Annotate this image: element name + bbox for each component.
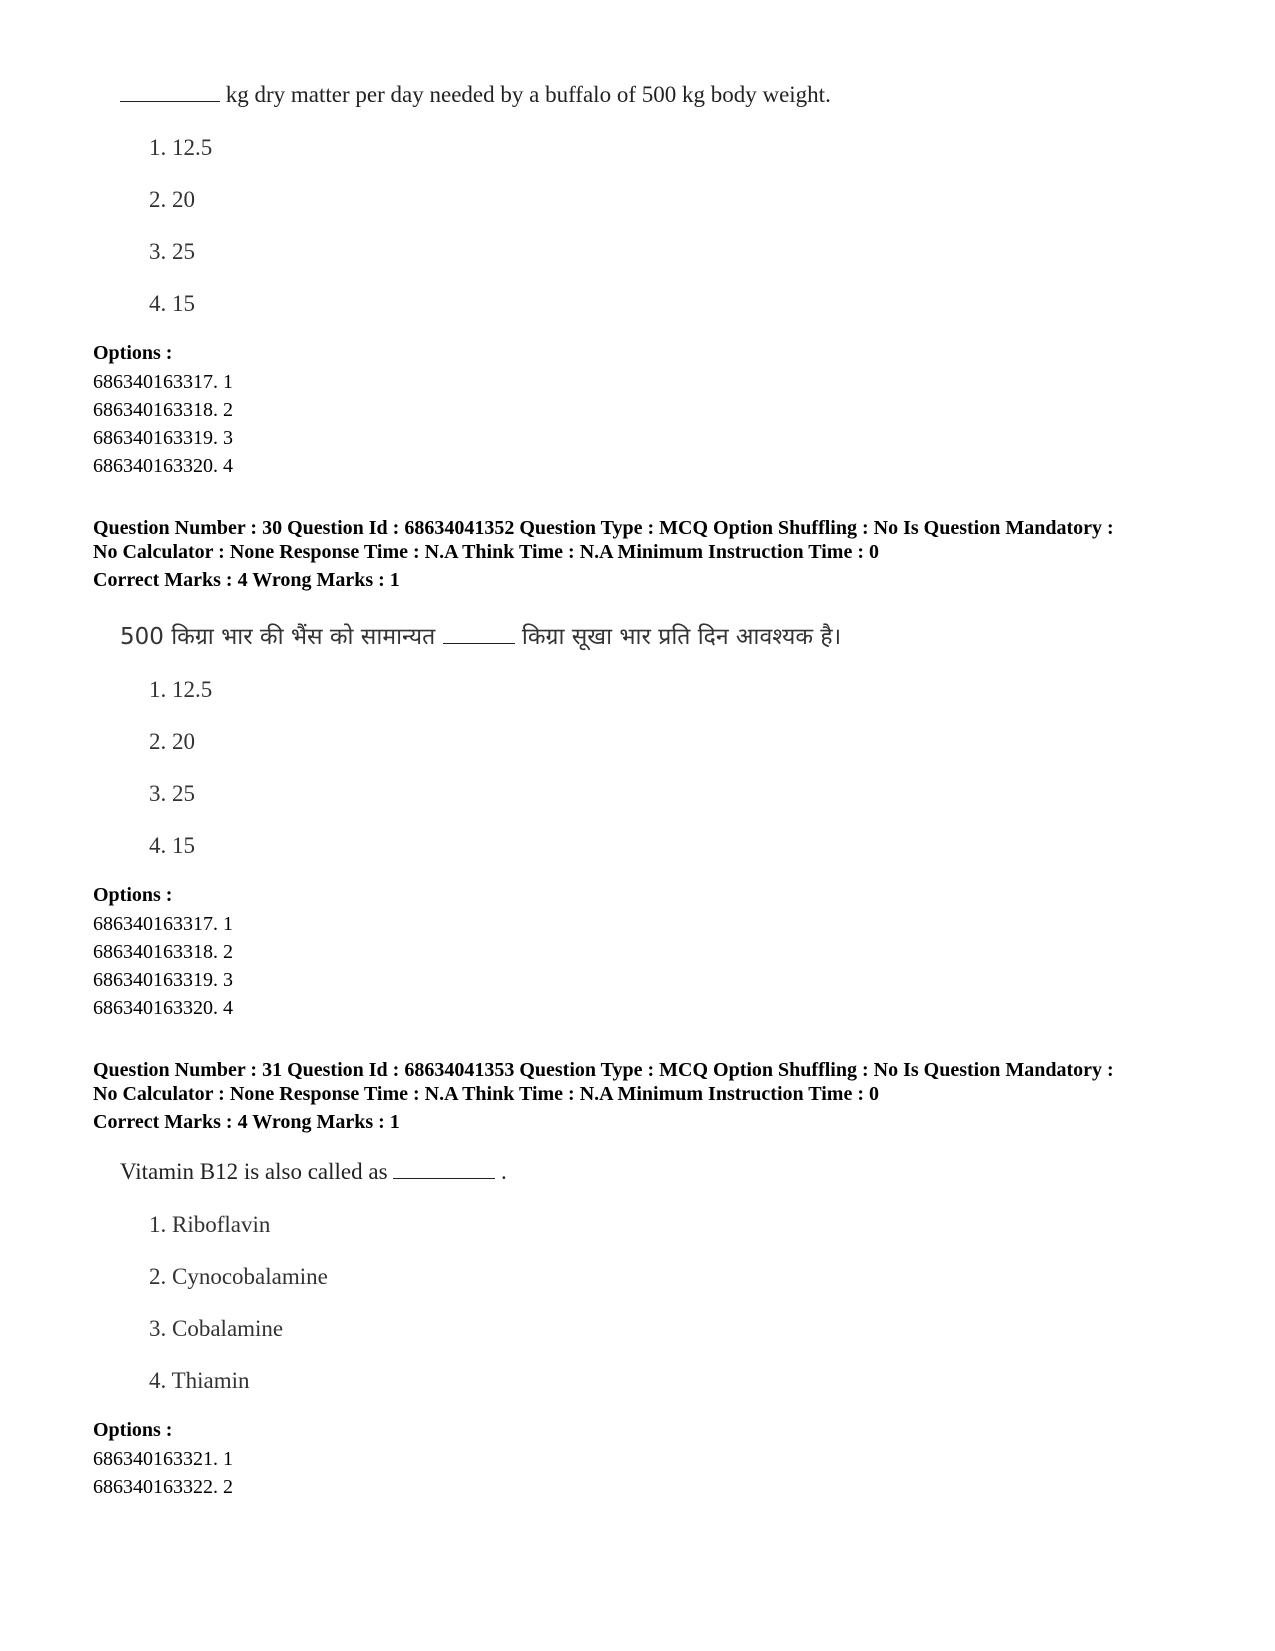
question-30-choice-4: 4. 15: [149, 833, 195, 858]
question-30-marks: Correct Marks : 4 Wrong Marks : 1: [93, 569, 400, 591]
question-30-stem-after: किग्रा सूखा भार प्रति दिन आवश्यक है।: [521, 624, 842, 650]
question-29-option-1: 686340163317. 1: [93, 371, 233, 393]
answer-blank: [393, 1160, 495, 1179]
question-30-choice-2: 2. 20: [149, 729, 195, 754]
question-31-choice-4: 4. Thiamin: [149, 1368, 250, 1393]
question-29-option-2: 686340163318. 2: [93, 399, 233, 421]
question-31-choice-2: 2. Cynocobalamine: [149, 1264, 328, 1289]
question-31-choice-1: 1. Riboflavin: [149, 1212, 271, 1237]
question-30-stem: [120, 625, 841, 649]
question-30-option-3: 686340163319. 3: [93, 969, 233, 991]
question-31-stem-after: .: [501, 1159, 507, 1184]
question-31-marks: Correct Marks : 4 Wrong Marks : 1: [93, 1111, 400, 1133]
question-30-option-2: 686340163318. 2: [93, 941, 233, 963]
question-31-option-2: 686340163322. 2: [93, 1476, 233, 1498]
question-31-stem-before: Vitamin B12 is also called as: [120, 1159, 388, 1184]
question-31-choice-3: 3. Cobalamine: [149, 1316, 284, 1341]
question-30-choice-3: 3. 25: [149, 781, 195, 806]
question-30-option-4: 686340163320. 4: [93, 997, 233, 1019]
question-31-stem: [120, 1160, 507, 1183]
question-29-choice-2: 2. 20: [149, 187, 195, 212]
question-31-option-1: 686340163321. 1: [93, 1448, 233, 1470]
question-30-option-1: 686340163317. 1: [93, 913, 233, 935]
question-29-stem: [120, 83, 831, 106]
question-30-choice-1: 1. 12.5: [149, 677, 213, 702]
question-29-choice-1: 1. 12.5: [149, 135, 213, 160]
question-30-options-label: Options :: [93, 884, 173, 906]
question-29-option-3: 686340163319. 3: [93, 427, 233, 449]
answer-blank: [120, 83, 220, 102]
question-30-stem-before: 500 किग्रा भार की भैंस को सामान्यत: [120, 624, 436, 650]
question-29-choice-3: 3. 25: [149, 239, 195, 264]
answer-blank: [443, 625, 515, 644]
question-30-meta-line-1: Question Number : 30 Question Id : 68634041352 Question Type : MCQ Option Shuffling : No Is Question Mandatory :: [93, 517, 1114, 539]
question-31-meta-line-2: No Calculator : None Response Time : N.A Think Time : N.A Minimum Instruction Time : 0: [93, 1083, 879, 1105]
question-31-options-label: Options :: [93, 1419, 173, 1441]
question-31-meta-line-1: Question Number : 31 Question Id : 68634041353 Question Type : MCQ Option Shuffling : No Is Question Mandatory :: [93, 1059, 1114, 1081]
question-29-options-label: Options :: [93, 342, 173, 364]
question-29-option-4: 686340163320. 4: [93, 455, 233, 477]
question-29-stem-text: kg dry matter per day needed by a buffalo of 500 kg body weight.: [225, 82, 831, 107]
question-30-meta-line-2: No Calculator : None Response Time : N.A Think Time : N.A Minimum Instruction Time : 0: [93, 541, 879, 563]
question-29-choice-4: 4. 15: [149, 291, 195, 316]
